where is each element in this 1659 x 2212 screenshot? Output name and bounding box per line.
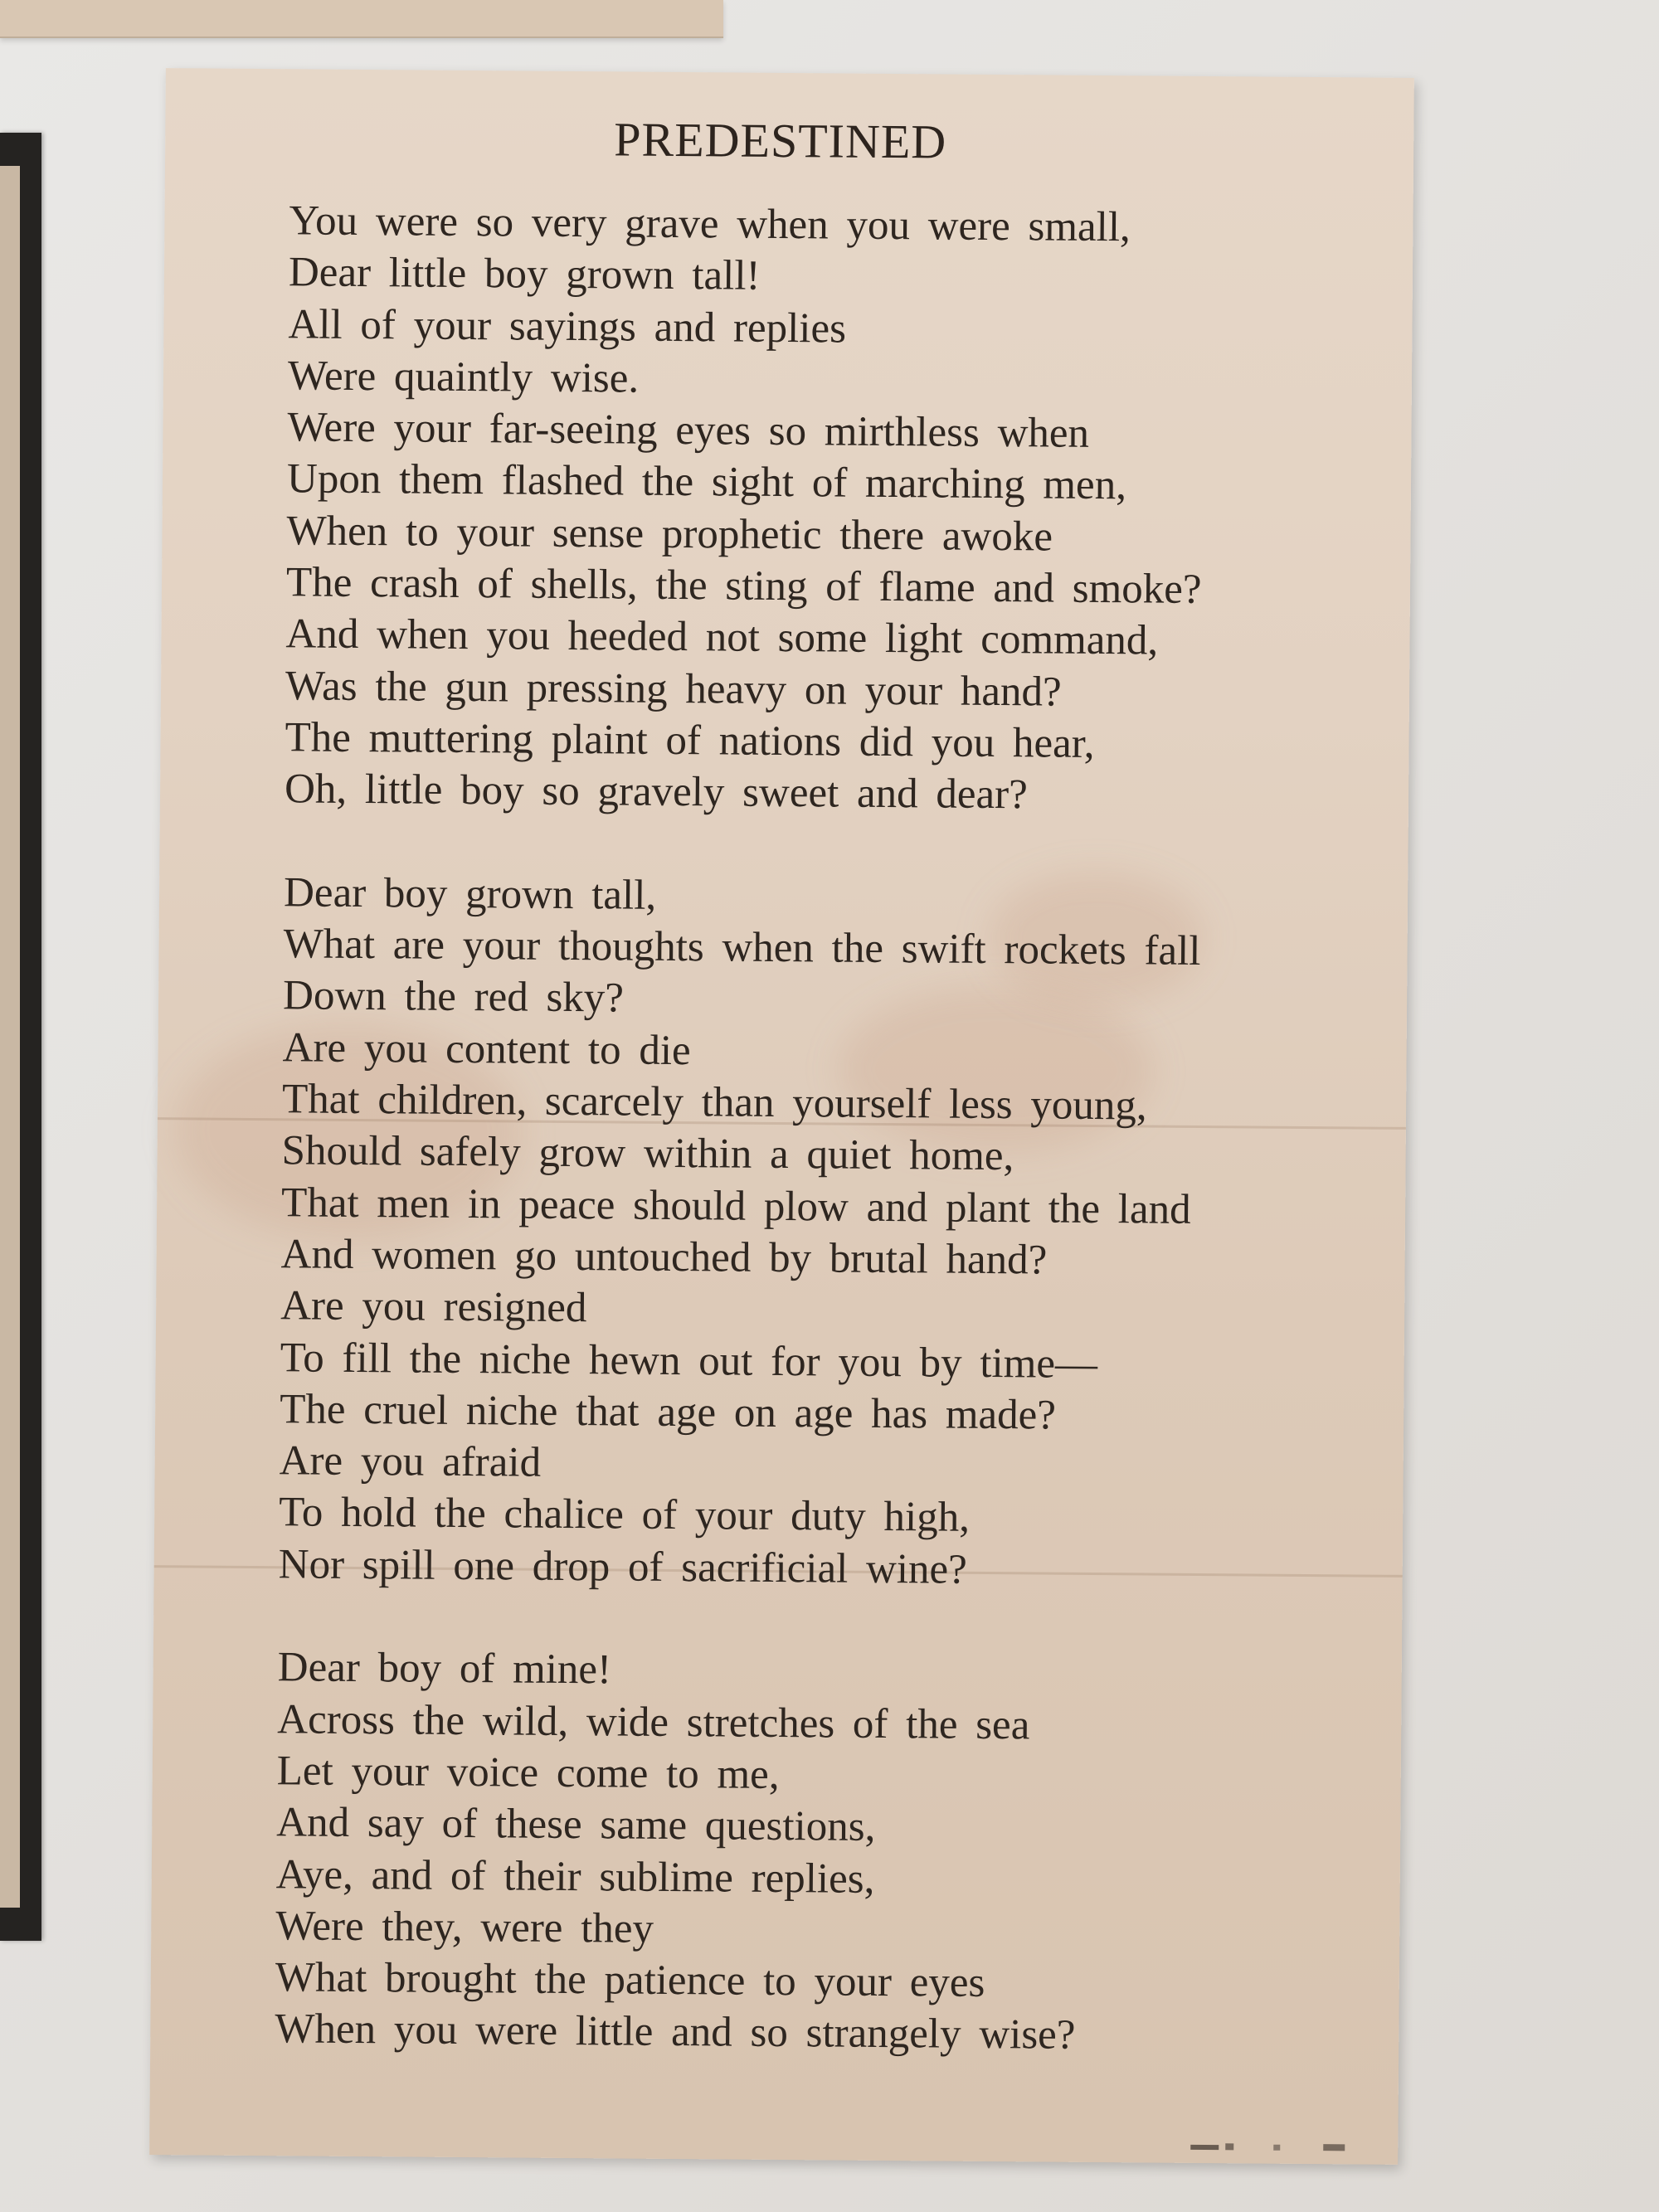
background-frame-scrap-left — [0, 133, 41, 1941]
poem-line: And say of these same questions, — [276, 1799, 876, 1851]
poem-line: To hold the chalice of your duty high, — [279, 1489, 971, 1542]
poem-line: When to your sense prophetic there awoke — [286, 508, 1053, 561]
cut-off-signature-mark — [1174, 2135, 1373, 2158]
poem-line: Nor spill one drop of sacrificial wine? — [278, 1540, 968, 1593]
poem-line: That children, scarcely than yourself less young, — [281, 1076, 1147, 1130]
poem-line: Let your voice come to me, — [276, 1748, 780, 1798]
poem-line: The crash of shells, the sting of flame and smoke? — [285, 559, 1202, 614]
stanza-gap — [278, 1590, 1373, 1650]
stanza-3 — [275, 1642, 1373, 2064]
background-paper-scrap-top — [0, 0, 723, 38]
poem-body — [275, 195, 1384, 2064]
poem-line: Were your far-seeing eyes so mirthless when — [287, 404, 1090, 458]
poem-line: You were so very grave when you were small, — [289, 197, 1131, 251]
poem-line: What brought the patience to your eyes — [275, 1954, 985, 2007]
poem-line: Should safely grow within a quiet home, — [281, 1127, 1014, 1180]
poem-line: Were quaintly wise. — [287, 352, 640, 402]
poem-line: Oh, little boy so gravely sweet and dear? — [284, 766, 1029, 819]
poem-line: Are you afraid — [279, 1437, 542, 1486]
poem-line: Was the gun pressing heavy on your hand? — [285, 662, 1062, 716]
poem-line: Across the wild, wide stretches of the sea — [277, 1695, 1030, 1748]
poem-line: Down the red sky? — [282, 972, 625, 1022]
poem-line: To fill the niche hewn out for you by time— — [280, 1334, 1098, 1388]
poem-line: The muttering plaint of nations did you hear, — [285, 714, 1095, 767]
poem-line: That men in peace should plow and plant the land — [280, 1179, 1191, 1233]
poem-line: When you were little and so strangely wise? — [275, 2005, 1076, 2059]
poem-line: Dear boy grown tall, — [283, 869, 657, 919]
poem-line: And women go untouched by brutal hand? — [280, 1231, 1048, 1284]
poem-line: Aye, and of their sublime replies, — [275, 1850, 875, 1903]
poem-line: What are your thoughts when the swift rockets fall — [283, 921, 1201, 975]
background-frame-inner — [0, 166, 20, 1908]
poem-title: PREDESTINED — [614, 112, 947, 169]
stanza-1 — [285, 195, 1384, 824]
poem-line: And when you heeded not some light command, — [285, 610, 1159, 664]
poem-line: Were they, were they — [275, 1903, 654, 1952]
poem-line: The cruel niche that age on age has made? — [279, 1386, 1057, 1439]
poem-line: Dear boy of mine! — [277, 1644, 612, 1694]
stanza-gap — [284, 815, 1379, 876]
poem-line: Are you content to die — [282, 1024, 691, 1074]
poem-line: Are you resigned — [280, 1282, 587, 1332]
newspaper-clipping — [149, 68, 1414, 2165]
poem-line: Dear little boy grown tall! — [288, 249, 761, 300]
stanza-2 — [278, 867, 1379, 1598]
poem-line: Upon them flashed the sight of marching men, — [286, 455, 1127, 509]
poem-line: All of your sayings and replies — [288, 300, 847, 352]
